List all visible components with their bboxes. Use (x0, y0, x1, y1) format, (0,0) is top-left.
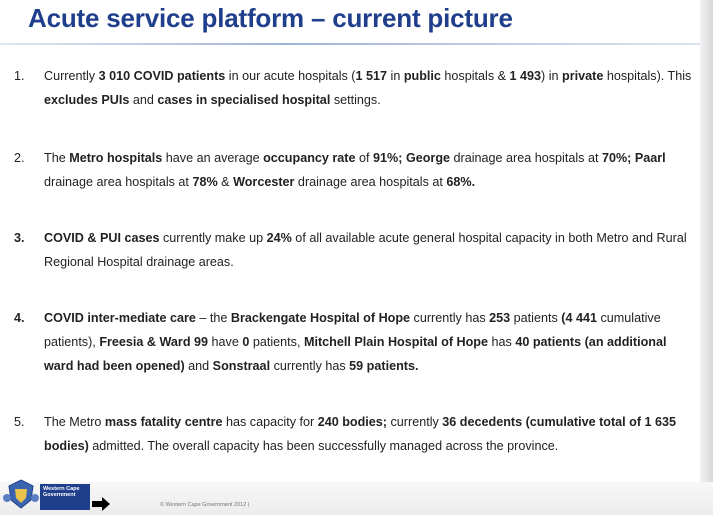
bold-text-segment: 24% (266, 231, 292, 245)
slide-title: Acute service platform – current picture (28, 3, 513, 33)
list-item-3 (14, 226, 694, 274)
text-segment: drainage area hospitals at (44, 175, 193, 189)
text-segment: currently has (270, 359, 350, 373)
bold-text-segment: 1 517 (355, 69, 388, 83)
bold-text-segment: Freesia & Ward 99 (99, 335, 209, 349)
bold-text-segment: Paarl (634, 151, 666, 165)
text-segment: have an average (162, 151, 264, 165)
list-item-4 (14, 306, 694, 378)
coat-of-arms-icon (2, 478, 40, 510)
text-segment: of all available acute general hospital capacity in both Metro and Rural Regional Hospital drainage areas. (44, 231, 687, 269)
text-segment: currently make up (159, 231, 267, 245)
text-segment: and (184, 359, 213, 373)
bold-text-segment: Metro hospitals (69, 151, 163, 165)
bold-text-segment: occupancy rate (263, 151, 356, 165)
western-cape-government-logo: Western Cape Government (40, 484, 90, 510)
item-text (44, 64, 694, 112)
bold-text-segment: COVID & PUI cases (44, 231, 160, 245)
item-number: 4. (14, 311, 25, 325)
item-number: 2. (14, 151, 25, 165)
text-segment: has capacity for (222, 415, 318, 429)
text-segment: of (355, 151, 374, 165)
text-segment: cumulative patients), (44, 311, 661, 349)
bold-text-segment: Brackengate Hospital of Hope (230, 311, 411, 325)
bold-text-segment: COVID inter-mediate care (44, 311, 196, 325)
list-item-2 (14, 146, 694, 194)
bold-text-segment: Sonstraal (212, 359, 271, 373)
text-segment: have (208, 335, 243, 349)
right-edge-strip (700, 0, 713, 515)
title-divider (0, 43, 713, 45)
bold-text-segment: 70%; (601, 151, 632, 165)
bold-text-segment: Worcester (233, 175, 295, 189)
bold-text-segment: 36 decedents (cumulative total of 1 635 bodies) (44, 415, 677, 453)
text-segment: hospitals & (440, 69, 510, 83)
text-segment: & (217, 175, 234, 189)
bold-text-segment: 1 493 (509, 69, 542, 83)
bold-text-segment: 59 patients. (349, 359, 419, 373)
next-slide-arrow-icon[interactable] (92, 497, 110, 511)
bold-text-segment: 40 patients (an additional ward had been opened) (44, 335, 667, 373)
bold-text-segment: 78% (192, 175, 218, 189)
bold-text-segment: public (403, 69, 441, 83)
item-text (44, 306, 694, 378)
item-text (44, 146, 694, 194)
list-item-1 (14, 64, 694, 112)
text-segment: has (488, 335, 516, 349)
text-segment: patients (510, 311, 562, 325)
bold-text-segment: 3 010 COVID patients (98, 69, 226, 83)
item-text (44, 410, 694, 458)
item-number: 1. (14, 69, 25, 83)
bold-text-segment: private (562, 69, 604, 83)
text-segment: currently has (410, 311, 490, 325)
text-segment: ) in (541, 69, 563, 83)
text-segment: currently (387, 415, 443, 429)
bold-text-segment: Mitchell Plain Hospital of Hope (303, 335, 489, 349)
text-segment: in our acute hospitals ( (225, 69, 356, 83)
bold-text-segment: 253 (489, 311, 511, 325)
text-segment: – the (195, 311, 231, 325)
text-segment: and (129, 93, 158, 107)
text-segment: hospitals). This (603, 69, 692, 83)
text-segment: drainage area hospitals at (294, 175, 447, 189)
bold-text-segment: excludes PUIs (44, 93, 130, 107)
text-segment: Currently (44, 69, 99, 83)
text-segment: drainage area hospitals at (450, 151, 602, 165)
copyright-text: © Western Cape Government 2012 | (160, 502, 250, 508)
item-text (44, 226, 694, 274)
bold-text-segment: mass fatality centre (104, 415, 223, 429)
text-segment: in (387, 69, 404, 83)
bold-text-segment: (4 441 (561, 311, 597, 325)
text-segment: The Metro (44, 415, 105, 429)
list-item-5 (14, 410, 694, 458)
text-segment: patients, (249, 335, 304, 349)
bold-text-segment: 240 bodies; (317, 415, 387, 429)
item-number: 5. (14, 415, 25, 429)
bold-text-segment: 68%. (446, 175, 476, 189)
bold-text-segment: George (405, 151, 451, 165)
bold-text-segment: 0 (242, 335, 250, 349)
text-segment: settings. (330, 93, 381, 107)
bold-text-segment: cases in specialised hospital (157, 93, 331, 107)
text-segment: admitted. The overall capacity has been successfully managed across the province. (88, 439, 559, 453)
item-number: 3. (14, 231, 25, 245)
text-segment: The (44, 151, 70, 165)
bold-text-segment: 91%; (373, 151, 403, 165)
